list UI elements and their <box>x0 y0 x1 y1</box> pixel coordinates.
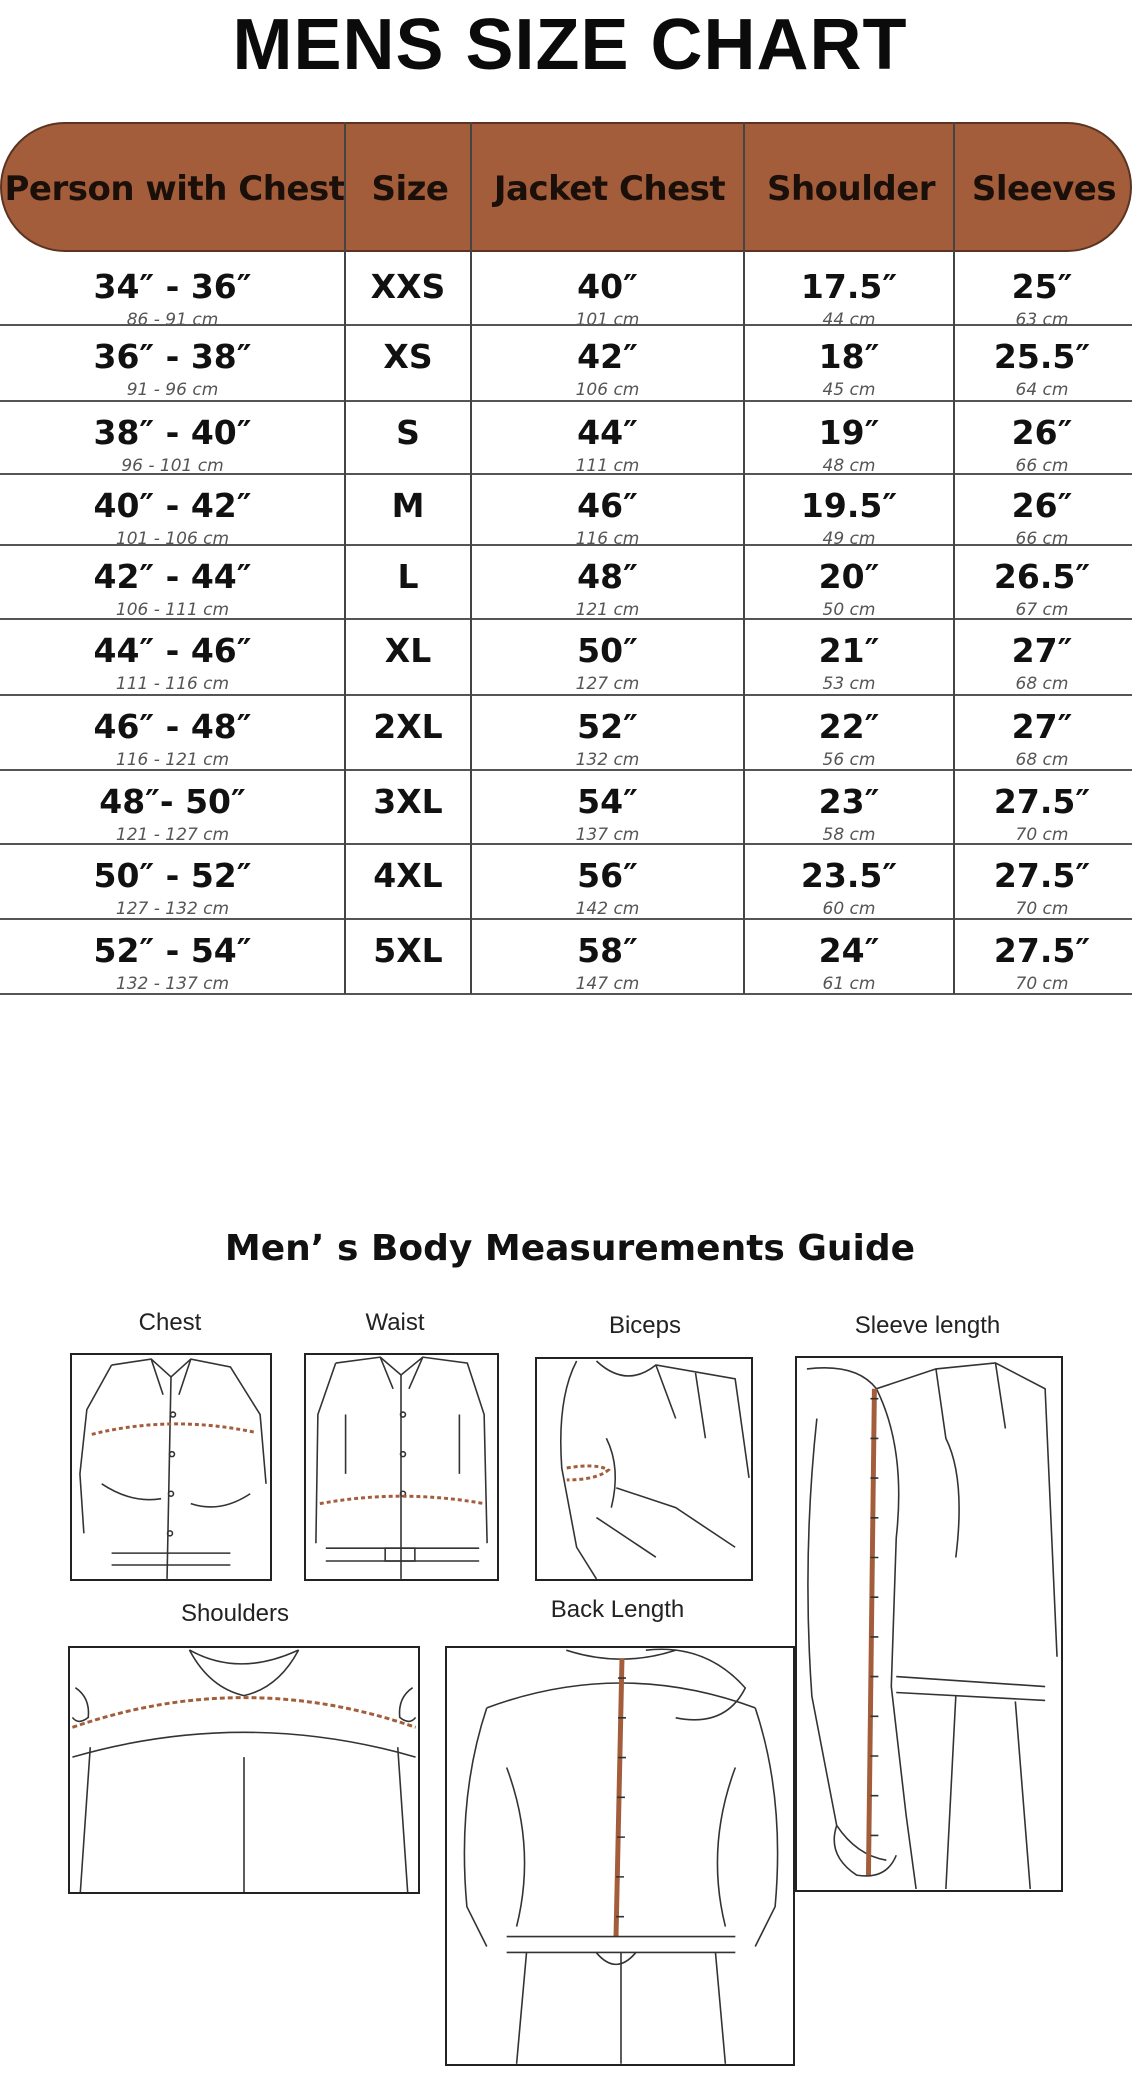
cell-size <box>345 401 471 474</box>
cell-sleeves-inch: 25.5″ <box>993 337 1091 376</box>
waist-label: Waist <box>365 1309 425 1336</box>
cell-sleeves-cm: 63 cm <box>1015 310 1069 330</box>
cell-chest <box>0 474 345 549</box>
cell-jacket <box>471 474 744 549</box>
cell-shoulder-inch: 23.5″ <box>800 856 898 895</box>
cell-sleeves <box>954 919 1130 994</box>
cell-shoulder-inch: 20″ <box>818 557 880 596</box>
waist-illustration <box>304 1353 499 1581</box>
cell-chest-cm: 111 - 116 cm <box>115 674 230 694</box>
cell-shoulder-inch: 21″ <box>818 631 880 670</box>
cell-chest <box>0 695 345 770</box>
cell-chest-cm: 106 - 111 cm <box>115 600 230 620</box>
shoulders-label: Shoulders <box>180 1600 290 1627</box>
cell-size <box>345 695 471 770</box>
cell-size-inch: 4XL <box>373 856 443 895</box>
cell-sleeves <box>954 844 1130 919</box>
cell-sleeves-inch: 27.5″ <box>993 931 1091 970</box>
cell-size <box>345 545 471 619</box>
cell-chest <box>0 255 345 330</box>
cell-chest-cm: 121 - 127 cm <box>115 825 230 845</box>
table-header <box>0 122 1132 252</box>
cell-chest-inch: 44″ - 46″ <box>93 631 252 670</box>
cell-size <box>345 770 471 844</box>
cell-size-inch: L <box>397 557 419 596</box>
cell-jacket <box>471 255 744 330</box>
cell-size-inch: 2XL <box>373 707 443 746</box>
cell-chest-inch: 36″ - 38″ <box>93 337 252 376</box>
cell-shoulder-cm: 45 cm <box>822 380 876 400</box>
cell-chest <box>0 770 345 844</box>
cell-jacket-inch: 42″ <box>577 337 638 376</box>
cell-jacket-cm: 116 cm <box>575 529 640 549</box>
cell-shoulder-cm: 53 cm <box>822 674 876 694</box>
cell-sleeves <box>954 474 1130 549</box>
cell-chest <box>0 919 345 994</box>
cell-jacket-cm: 127 cm <box>575 674 640 694</box>
cell-jacket-cm: 111 cm <box>575 456 640 476</box>
cell-shoulder <box>744 695 954 770</box>
cell-shoulder-inch: 19″ <box>818 413 880 452</box>
cell-jacket-inch: 50″ <box>577 631 638 670</box>
cell-shoulder <box>744 401 954 474</box>
cell-jacket-inch: 44″ <box>577 413 638 452</box>
cell-jacket-cm: 147 cm <box>575 974 640 994</box>
cell-jacket-inch: 54″ <box>577 782 638 821</box>
cell-shoulder-cm: 56 cm <box>822 750 876 770</box>
cell-shoulder-inch: 19.5″ <box>800 486 898 525</box>
cell-sleeves <box>954 619 1130 695</box>
cell-shoulder <box>744 325 954 401</box>
cell-jacket-cm: 101 cm <box>575 310 640 330</box>
cell-chest <box>0 844 345 919</box>
cell-size-inch: XXS <box>370 267 446 306</box>
cell-shoulder-cm: 61 cm <box>822 974 876 994</box>
biceps-illustration <box>535 1357 753 1581</box>
cell-chest <box>0 619 345 695</box>
cell-size-inch: M <box>391 486 425 525</box>
cell-shoulder-inch: 17.5″ <box>800 267 898 306</box>
sleeve-length-label: Sleeve length <box>854 1312 1001 1339</box>
chest-illustration <box>70 1353 272 1581</box>
cell-jacket-cm: 132 cm <box>575 750 640 770</box>
cell-sleeves-cm: 70 cm <box>1015 825 1069 845</box>
cell-chest <box>0 325 345 401</box>
cell-sleeves <box>954 545 1130 619</box>
cell-chest-inch: 50″ - 52″ <box>93 856 252 895</box>
cell-size-inch: XL <box>384 631 432 670</box>
cell-sleeves-inch: 27.5″ <box>993 782 1091 821</box>
back-length-label: Back Length <box>550 1596 685 1623</box>
cell-sleeves <box>954 255 1130 330</box>
guide-title: Men’ s Body Measurements Guide <box>224 1228 916 1269</box>
cell-jacket-inch: 56″ <box>577 856 638 895</box>
cell-chest-cm: 132 - 137 cm <box>115 974 230 994</box>
back-length-illustration <box>445 1646 795 2066</box>
cell-sleeves-cm: 64 cm <box>1015 380 1069 400</box>
cell-chest <box>0 545 345 619</box>
cell-size <box>345 325 471 401</box>
cell-shoulder <box>744 255 954 330</box>
cell-sleeves-inch: 25″ <box>1011 267 1073 306</box>
cell-shoulder-cm: 50 cm <box>822 600 876 620</box>
cell-jacket-inch: 52″ <box>577 707 638 746</box>
cell-sleeves-inch: 26.5″ <box>993 557 1091 596</box>
cell-jacket <box>471 619 744 695</box>
cell-chest <box>0 401 345 474</box>
cell-chest-inch: 38″ - 40″ <box>93 413 252 452</box>
header-shoulder: Shoulder <box>766 169 936 209</box>
cell-jacket <box>471 545 744 619</box>
cell-shoulder-inch: 24″ <box>818 931 880 970</box>
cell-sleeves-inch: 27″ <box>1011 631 1073 670</box>
cell-sleeves-cm: 66 cm <box>1015 456 1069 476</box>
header-sleeves: Sleeves <box>971 169 1117 209</box>
cell-shoulder-inch: 23″ <box>818 782 880 821</box>
header-person-chest: Person with Chest <box>4 169 345 209</box>
cell-chest-cm: 86 - 91 cm <box>126 310 219 330</box>
cell-size <box>345 844 471 919</box>
chest-label: Chest <box>138 1309 202 1336</box>
cell-shoulder <box>744 619 954 695</box>
size-table <box>0 122 1140 1195</box>
cell-shoulder-cm: 58 cm <box>822 825 876 845</box>
cell-sleeves <box>954 401 1130 474</box>
cell-sleeves-cm: 70 cm <box>1015 899 1069 919</box>
cell-shoulder-inch: 22″ <box>818 707 880 746</box>
cell-jacket-cm: 121 cm <box>575 600 640 620</box>
cell-size-inch: S <box>396 413 420 452</box>
cell-jacket <box>471 919 744 994</box>
cell-chest-inch: 48″- 50″ <box>99 782 246 821</box>
cell-size <box>345 255 471 325</box>
cell-sleeves-cm: 68 cm <box>1015 750 1069 770</box>
cell-chest-cm: 127 - 132 cm <box>115 899 230 919</box>
cell-sleeves <box>954 770 1130 844</box>
biceps-label: Biceps <box>608 1312 682 1339</box>
cell-chest-cm: 101 - 106 cm <box>115 529 230 549</box>
cell-chest-inch: 42″ - 44″ <box>93 557 252 596</box>
page-title: MENS SIZE CHART <box>232 5 908 85</box>
cell-sleeves-cm: 68 cm <box>1015 674 1069 694</box>
cell-sleeves-cm: 70 cm <box>1015 974 1069 994</box>
cell-shoulder <box>744 919 954 994</box>
cell-jacket-cm: 142 cm <box>575 899 640 919</box>
cell-chest-cm: 91 - 96 cm <box>126 380 219 400</box>
cell-sleeves-cm: 66 cm <box>1015 529 1069 549</box>
cell-sleeves-inch: 26″ <box>1011 486 1073 525</box>
cell-jacket <box>471 770 744 844</box>
cell-size-inch: 5XL <box>373 931 443 970</box>
cell-jacket-cm: 106 cm <box>575 380 640 400</box>
cell-shoulder <box>744 844 954 919</box>
header-jacket-chest: Jacket Chest <box>493 169 726 209</box>
cell-chest-inch: 40″ - 42″ <box>93 486 252 525</box>
cell-size-inch: 3XL <box>373 782 443 821</box>
cell-sleeves-inch: 27″ <box>1011 707 1073 746</box>
header-size: Size <box>371 169 449 209</box>
cell-chest-inch: 52″ - 54″ <box>93 931 252 970</box>
cell-jacket <box>471 401 744 474</box>
cell-size-inch: XS <box>383 337 433 376</box>
cell-shoulder-inch: 18″ <box>818 337 880 376</box>
cell-shoulder <box>744 545 954 619</box>
cell-jacket-cm: 137 cm <box>575 825 640 845</box>
cell-sleeves <box>954 325 1130 401</box>
cell-shoulder-cm: 60 cm <box>822 899 876 919</box>
cell-shoulder <box>744 770 954 844</box>
cell-jacket <box>471 695 744 770</box>
cell-chest-inch: 46″ - 48″ <box>93 707 252 746</box>
cell-chest-cm: 116 - 121 cm <box>115 750 230 770</box>
cell-sleeves <box>954 695 1130 770</box>
sleeve-length-illustration <box>795 1356 1063 1892</box>
cell-jacket <box>471 325 744 401</box>
cell-shoulder-cm: 44 cm <box>822 310 876 330</box>
cell-jacket-inch: 46″ <box>577 486 638 525</box>
cell-shoulder-cm: 48 cm <box>822 456 876 476</box>
cell-size <box>345 919 471 994</box>
cell-size <box>345 474 471 545</box>
cell-sleeves-inch: 27.5″ <box>993 856 1091 895</box>
cell-jacket-inch: 48″ <box>577 557 638 596</box>
cell-sleeves-inch: 26″ <box>1011 413 1073 452</box>
cell-shoulder <box>744 474 954 549</box>
cell-sleeves-cm: 67 cm <box>1015 600 1069 620</box>
cell-size <box>345 619 471 695</box>
cell-shoulder-cm: 49 cm <box>822 529 876 549</box>
cell-jacket <box>471 844 744 919</box>
shoulders-illustration <box>68 1646 420 1894</box>
cell-jacket-inch: 40″ <box>577 267 638 306</box>
cell-chest-inch: 34″ - 36″ <box>93 267 252 306</box>
cell-jacket-inch: 58″ <box>577 931 638 970</box>
cell-chest-cm: 96 - 101 cm <box>121 456 224 476</box>
